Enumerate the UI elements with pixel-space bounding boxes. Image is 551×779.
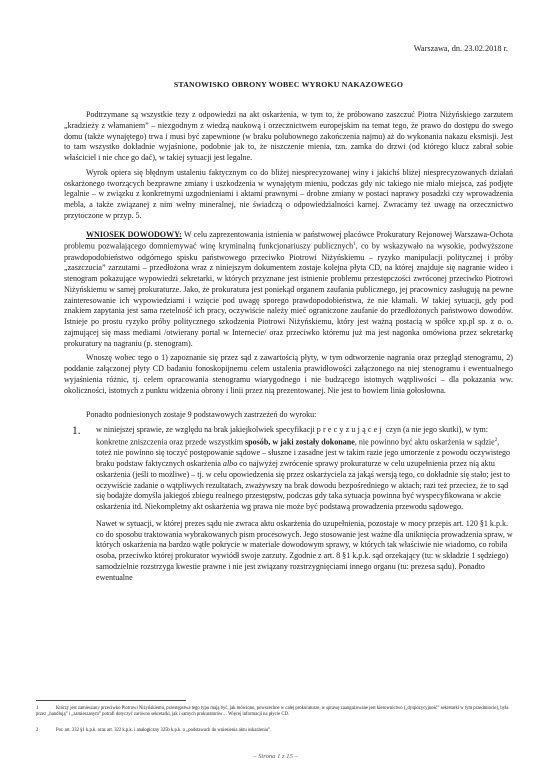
paragraph-4: Wnoszę wobec tego o 1) zapoznanie się przez sąd z zawartością płyty, w tym odtworzenie nagrania oraz przegląd stenogramu, 2) poddanie załączonej płyty CD badaniu fonoskopijnemu celem ustalenia prawidłowości załączonego na niej stenogramu i ewentualnego wyjaśnienia różnic, tj. celem opracowania stenogramu wiarygodnego i nie budzącego istotnych wątpliwości – dla pokazania ww. okoliczności, istotnych z punktu widzenia obrony i linii przez nią prezentowanej. Nie jest to bowiem linia gołosłowna. [64,353,513,395]
objections-lead: Ponadto podniesionych zostaje 9 podstawowych zastrzeżeń do wyroku: [86,410,317,420]
footnote-1 [36,706,513,719]
paragraph-1: Podtrzymane są wszystkie tezy z odpowiedzi na akt oskarżenia, w tym to, że próbowano zaszczuć Piotra Niżyńskiego zarzutem „kradzieży z włamaniem” – niezgodnym z wiedzą naukową i orzecznictwem europejskim na temat tego, że prawo do dostępu do swego domu (także wynajętego) trwa i musi być zapewnione (w braku polubownego zakończenia najmu) aż do wykonania nakazu eksmisji. Jest to tam wszystko dokładnie wyjaśnione, podobnie jak to, że niszczenie mienia, tzn. zamka do drzwi (od którego klucz zabrał sobie właściciel i nie chce go dać), w takiej sytuacji jest legalne. [64,110,513,162]
objection-text-b: czyn (a nie jego skutki), w tym: konkretne zniszczenia oraz przede wszystkim [96,425,488,447]
footnote-text: Por. art. 332 §1 k.p.k. oraz art. 322 k.p.k. i analogiczny 325b k.p.k. o „podstawach do wniesienia aktu oskarżenia”. [56,728,272,733]
paragraph-3-text-a: W celu zaprezentowania istnienia w państwowej placówce Prokuratury Rejonowej Warszawa-Ochota problemu pozwalającego domniemywać winę kryminalną funkcjonariuszy publicznych [64,229,513,251]
footnote-number: 1 [36,706,39,711]
footnote-ref-2[interactable]: 2 [494,437,498,443]
objection-italic-word: albo [222,459,238,469]
page-footer: – Strona 1 z 15 – [253,753,298,760]
document-date: Warszawa, dn. 23.02.2018 r. [413,44,508,53]
objection-paragraph-2: Nawet w sytuacji, w której prezes sądu nie zwraca aktu oskarżenia do uzupełnienia, pozostaje w mocy przepis art. 120 §1 k.p.k. co do sposobu traktowania wybrakowanych pism procesowych. Jego stosowanie jest ważne dla uniknięcia prowadzenia spraw, w których oskarżenia na bardzo wątłe pokrycie w materiale dowodowym sprawy, w których tak właściwie nie wiadomo, co robiła osoba, przeciwko której prokurator wywiódł swoje zarzuty. Zgodnie z art. 8 §1 k.p.k. sąd orzekający (tu: w składzie 1 sędziego) samodzielnie rozstrzyga kwestie prawne i nie jest związany rozstrzygnięciami innego organu (tu: prezesa sądu). Ponadto ewentualne [96,518,513,582]
objection-text-d: , toteż nie powinno się toczyć postępowanie sądowe – słuszne i zasadne jest w takim razie jego umorzenie z powodu oczywistego braku podstaw faktycznych oskarżenia [96,437,511,469]
document-body [64,110,513,589]
paragraph-2: Wyrok opiera się błędnym ustaleniu faktycznym co do bliżej niesprecyzowanej winy i jakichś bliżej niesprecyzowanych działań oskarżonego tworzących bezprawne zmiany i uszkodzenia w wynajętym mieniu, podczas gdy nic takiego nie miało miejsca, zaś podjęte legalnie – w związku z konkretnymi uzgodnieniami i aktami prawnymi – drobne zmiany w postaci naprawy posadzki czy wprowadzenia mebla, a także związanej z nim wełny mineralnej, nie świadczą o odpowiedzialności karnej. Zwracamy też uwagę na orzecznictwo przytoczone w przyp. 5. [64,167,513,220]
footnote-2 [36,728,513,734]
footnote-separator [36,700,186,701]
document-title: STANOWISKO OBRONY WOBEC WYROKU NAKAZOWEGO [173,80,404,89]
objection-text-e: co najwyżej zwrócenie sprawy prokuraturze w celu uzupełnienia przez nią aktu oskarżenia (jeśli to możliwe) – tj. w celu opowiedzenia się przez oskarżyciela za jakąś wersją tego, co dokładnie się stało; jest to oczywiście zadanie o wątpliwych rezultatach, zważywszy na brak dowodu bezpośredniego w aktach; razi też przeciez, że to sąd się bodajże domyśla jakiegoś zbiegu realnego przestępstw, podczas gdy taka sytuacja powinna być wyspecyfikowana w akcie oskarżenia itd. Niekompletny akt oskarżenia wg prawa nie może być podstawą prowadzenia przewodu sądowego. [96,459,511,512]
objection-text [96,425,513,589]
objection-paragraph-1 [96,425,513,513]
objection-spaced-word: precyzującej [316,425,384,435]
footnote-number: 2 [36,728,39,733]
footnote-ref-1[interactable]: 1 [353,242,356,248]
objection-text-a: w niniejszej sprawie, ze względu na brak jakiejkolwiek specyfikacji [96,425,315,435]
objection-text-c: , nie powinno być aktu oskarżenia w sądzie [354,437,495,447]
footnote-text: Którzy jest zamieszany przeciwko Piotrowi Niżyńskiemu, przestępstwa tego typu mają być, jak mówiono, powszechne w całej prokuraturze, w sprawę zaangażowane jest kierownictwo („dyspozycyjność” sekretarki w tym przedmiocie), była przez „handlują” i „zamieszanym” potrafi dotyczyć zarówno sekretarki, jak i samych prokuratorów… Więcej informacji na płycie CD. [36,706,509,718]
paragraph-3-text-b: , co by wskazywało na wysokie, podwyższone prawdopodobieństwo odgórnego spisku państwowego przeciwko Piotrowi Niżyńskiemu – ryzyko manipulacji politycznej i próby „zaszczucia” zarzutami – przedłożona wraz z niniejszym dokumentem zostaje kolejna płyta CD, na której znajduje się nagranie wideo i stenogram pokazujące wypowiedzi sekretarki, w których przyznane jest istnienie problemu przestępczości zwróconej przeciwko Piotrowi Niżyńskiemu w samej prokuraturze. Jako, że prokuratura jest poniekąd organem zaufania publicznego, jej pracownicy zasługują na pewne zainteresowanie ich wypowiedziami i wzięcie pod uwagę sporego prawdopodobieństwa, że nie kłamali. W takiej sytuacji, gdy pod znakiem zapytania jest sama rzetelność ich pracy, oczywiście należy mieć ograniczone zaufanie do przedłożonych państwowo dowodów. Istnieje po prostu ryzyko próby politycznego szkodzenia Piotrowi Niżyńskiemu, który jest ważną postacią w spółce xp.pl sp. z o. o. zajmującej się mass mediami /otwierany portal w Internecie/ oraz przeciwko któremu już ma jest nagonka omówiona przez sekretarkę prokuratury na nagraniu (p. stenogram). [64,241,513,348]
objection-bold-phrase: sposób, w jaki zostały dokonane [245,437,355,447]
evidence-motion-label: WNIOSEK DOWODOWY: [86,229,182,239]
paragraph-3 [64,230,513,350]
objection-item [64,425,513,589]
objection-number: 1. [72,425,81,438]
